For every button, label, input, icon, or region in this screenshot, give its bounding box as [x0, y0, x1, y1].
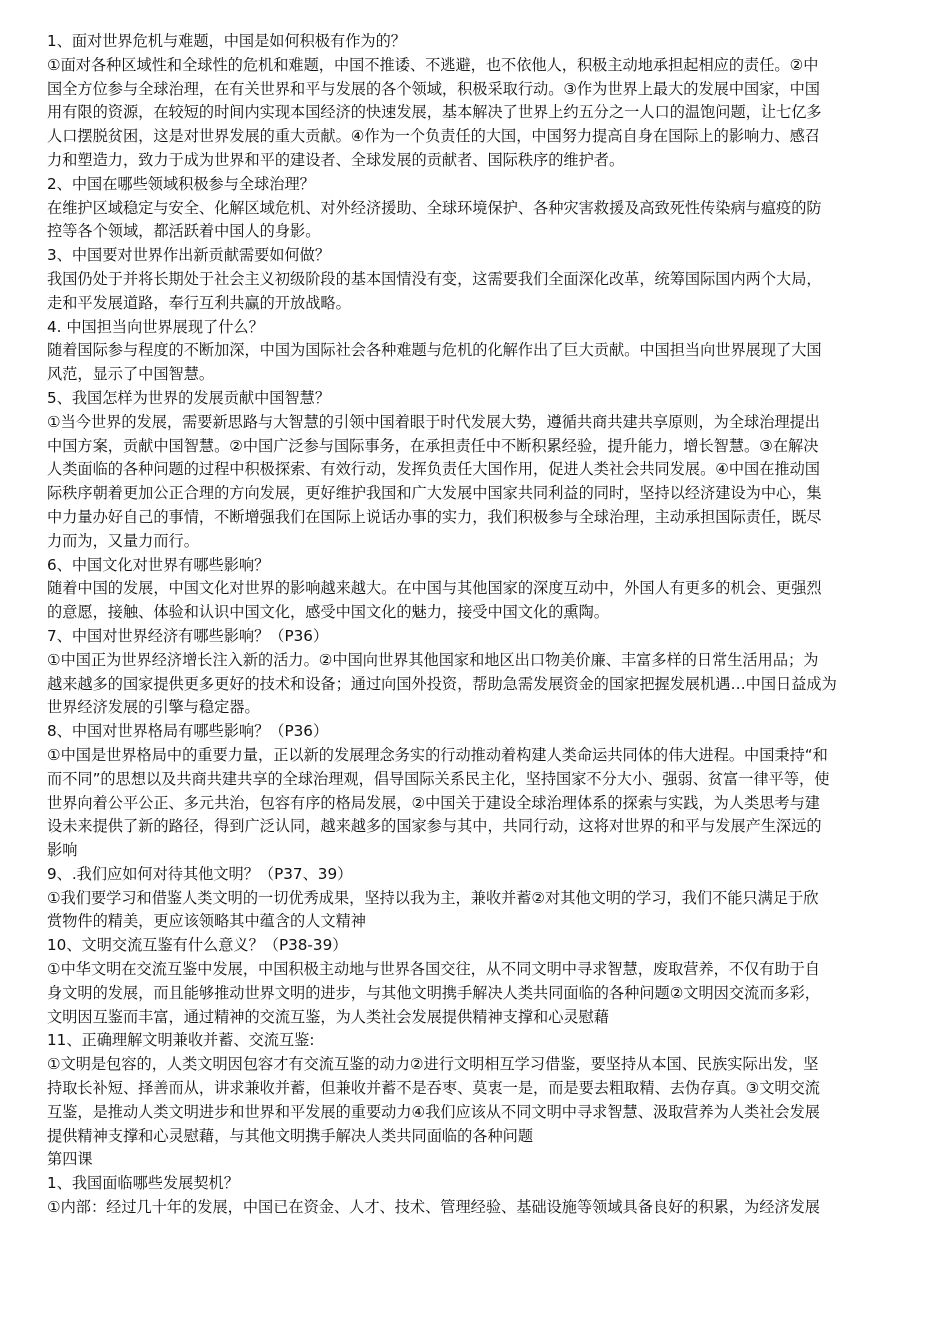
answer-line: ①内部：经过几十年的发展，中国已在资金、人才、技术、管理经验、基础设施等领域具备良好的积累，为经济发展 — [47, 1198, 820, 1217]
question-line: 4. 中国担当向世界展现了什么？ — [47, 317, 264, 336]
answer-line: 国全方位参与全球治理，在有关世界和平与发展的各个领域，积极采取行动。③作为世界上最大的发展中国家，中国 — [47, 79, 820, 98]
question-line: 5、我国怎样为世界的发展贡献中国智慧？ — [47, 388, 331, 407]
answer-line: 越来越多的国家提供更多更好的技术和设备；通过向国外投资，帮助急需发展资金的国家把握发展机遇…中国日益成为 — [47, 674, 837, 693]
answer-line: 互鉴，是推动人类文明进步和世界和平发展的重要动力④我们应该从不同文明中寻求智慧、汲取营养为人类社会发展 — [47, 1102, 820, 1121]
question-line: 7、中国对世界经济有哪些影响？（P36） — [47, 626, 329, 645]
answer-line: 我国仍处于并将长期处于社会主义初级阶段的基本国情没有变，这需要我们全面深化改革，统筹国际国内两个大局， — [47, 269, 822, 288]
answer-line: 人口摆脱贫困，这是对世界发展的重大贡献。④作为一个负责任的大国，中国努力提高自身在国际上的影响力、感召 — [47, 127, 820, 146]
question-line: 1、我国面临哪些发展契机？ — [47, 1174, 239, 1193]
answer-line: ①文明是包容的，人类文明因包容才有交流互鉴的动力②进行文明相互学习借鉴，要坚持从本国、民族实际出发，坚 — [47, 1055, 819, 1074]
answer-line: 随着国际参与程度的不断加深，中国为国际社会各种难题与危机的化解作出了巨大贡献。中国担当向世界展现了大国 — [47, 341, 822, 360]
answer-line: 提供精神支撑和心灵慰藉，与其他文明携手解决人类共同面临的各种问题 — [47, 1126, 533, 1145]
question-line: 6、中国文化对世界有哪些影响？ — [47, 555, 270, 574]
answer-line: ①面对各种区域性和全球性的危机和难题，中国不推诿、不逃避，也不依他人，积极主动地承担起相应的责任。②中 — [47, 55, 819, 74]
answer-line: 用有限的资源，在较短的时间内实现本国经济的快速发展，基本解决了世界上约五分之一人口的温饱问题，让七亿多 — [47, 103, 822, 122]
question-line: 9、.我们应如何对待其他文明？（P37、39） — [47, 864, 353, 883]
answer-line: 随着中国的发展，中国文化对世界的影响越来越大。在中国与其他国家的深度互动中，外国人有更多的机会、更强烈 — [47, 579, 822, 598]
answer-line: 身文明的发展，而且能够推动世界文明的进步，与其他文明携手解决人类共同面临的各种问题②文明因交流而多彩， — [47, 983, 820, 1002]
answer-line: ①当今世界的发展，需要新思路与大智慧的引领中国着眼于时代发展大势，遵循共商共建共享原则，为全球治理提出 — [47, 412, 820, 431]
answer-line: 影响 — [47, 841, 78, 860]
question-line: 1、面对世界危机与难题，中国是如何积极有作为的？ — [47, 32, 406, 50]
answer-line: 风范，显示了中国智慧。 — [47, 365, 215, 384]
answer-line: 的意愿，接触、体验和认识中国文化，感受中国文化的魅力，接受中国文化的熏陶。 — [47, 603, 609, 622]
answer-line: 在维护区域稳定与安全、化解区域危机、对外经济援助、全球环境保护、各种灾害救援及高致死性传染病与瘟疫的防 — [47, 198, 822, 217]
question-line: 10、文明交流互鉴有什么意义？（P38-39） — [47, 936, 348, 955]
question-line: 3、中国要对世界作出新贡献需要如何做？ — [47, 246, 331, 265]
answer-line: 中国方案，贡献中国智慧。②中国广泛参与国际事务，在承担责任中不断积累经验，提升能力，增长智慧。③在解决 — [47, 436, 819, 455]
question-line: 8、中国对世界格局有哪些影响？（P36） — [47, 722, 329, 741]
answer-line: 持取长补短、择善而从，讲求兼收并蓄，但兼收并蓄不是吞枣、莫衷一是，而是要去粗取精、去伪存真。③文明交流 — [47, 1079, 820, 1098]
question-line: 2、中国在哪些领域积极参与全球治理？ — [47, 174, 315, 193]
answer-line: 际秩序朝着更加公正合理的方向发展，更好维护我国和广大发展中国家共同利益的同时，坚持以经济建设为中心，集 — [47, 484, 822, 503]
answer-line: 赏物件的精美，更应该领略其中蕴含的人文精神 — [47, 912, 366, 931]
answer-line: 中力量办好自己的事情，不断增强我们在国际上说话办事的实力，我们积极参与全球治理，主动承担国际责任，既尽 — [47, 507, 822, 526]
answer-line: 人类面临的各种问题的过程中积极探索、有效行动，发挥负责任大国作用，促进人类社会共同发展。④中国在推动国 — [47, 460, 820, 479]
answer-line: 世界向着公平公正、多元共治，包容有序的格局发展，②中国关于建设全球治理体系的探索与实践，为人类思考与建 — [47, 793, 820, 812]
answer-line: 文明因互鉴而丰富，通过精神的交流互鉴，为人类社会发展提供精神支撑和心灵慰藉 — [47, 1007, 609, 1026]
answer-line: 设未来提供了新的路径，得到广泛认同，越来越多的国家参与其中，共同行动，这将对世界的和平与发展产生深远的 — [47, 817, 822, 836]
answer-line: 控等各个领域，都活跃着中国人的身影。 — [47, 222, 321, 241]
answer-line: ①中华文明在交流互鉴中发展，中国积极主动地与世界各国交往，从不同文明中寻求智慧，废取营养，不仅有助于自 — [47, 960, 820, 979]
answer-line: ①中国正为世界经济增长注入新的活力。②中国向世界其他国家和地区出口物美价廉、丰富多样的日常生活用品；为 — [47, 650, 819, 669]
answer-line: 世界经济发展的引擎与稳定器。 — [47, 698, 260, 717]
answer-line: ①中国是世界格局中的重要力量，正以新的发展理念务实的行动推动着构建人类命运共同体的伟大进程。中国秉持“和 — [47, 745, 828, 764]
section-heading: 第四课 — [47, 1150, 93, 1169]
answer-line: 力而为，又量力而行。 — [47, 531, 199, 550]
answer-line: 而不同”的思想以及共商共建共享的全球治理观，倡导国际关系民主化，坚持国家不分大小、强弱、贫富一律平等，使 — [47, 769, 830, 788]
answer-line: 走和平发展道路，奉行互利共赢的开放战略。 — [47, 293, 351, 312]
answer-line: 力和塑造力，致力于成为世界和平的建设者、全球发展的贡献者、国际秩序的维护者。 — [47, 150, 625, 169]
answer-line: ①我们要学习和借鉴人类文明的一切优秀成果，坚持以我为主，兼收并蓄②对其他文明的学习，我们不能只满足于欣 — [47, 888, 819, 907]
question-line: 11、正确理解文明兼收并蓄、交流互鉴: — [47, 1031, 315, 1050]
